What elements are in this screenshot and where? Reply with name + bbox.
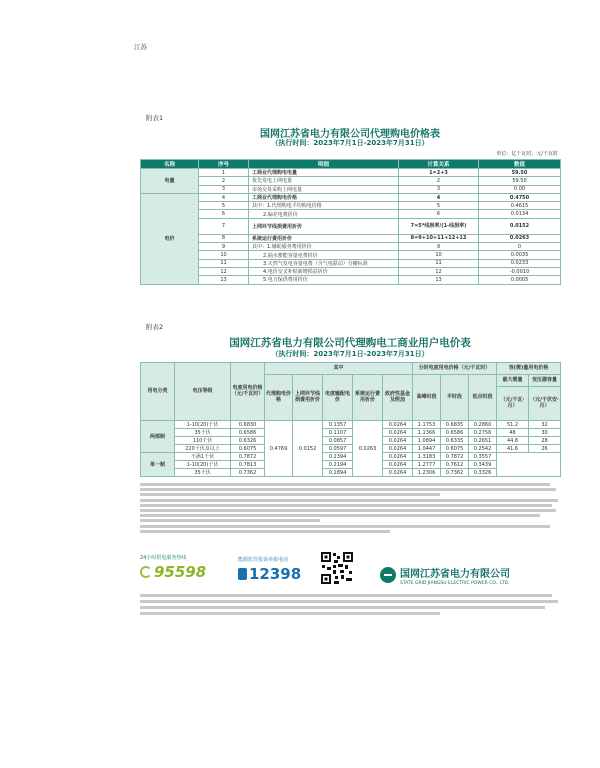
cell-calc: 11: [399, 259, 479, 267]
cell-trans: 0.0597: [323, 445, 353, 453]
table1: [140, 159, 561, 285]
cell-fund: 0.0264: [383, 461, 413, 469]
hotline-number: 95598: [154, 563, 207, 581]
cell-level: 220千伏及以上: [175, 445, 231, 453]
cell-no: 6: [199, 210, 249, 218]
cell-calc: 8=9+10+11+12+13: [399, 234, 479, 242]
table1-period: （执行时间：2023年7月1日-2023年7月31日）: [271, 139, 429, 147]
header-maxdemand: 最大需量: [497, 375, 529, 387]
cell-valley: 0.2860: [469, 421, 497, 429]
cell-level: 不满1千伏: [175, 453, 231, 461]
header-level: 电压等级: [175, 363, 231, 421]
cell-no: 5: [199, 202, 249, 210]
cell-trans: 0.2394: [323, 453, 353, 461]
cell-level: 35千伏: [175, 429, 231, 437]
table1-attachment-label: 附表1: [146, 114, 164, 122]
cell-peak: 1.0447: [413, 445, 441, 453]
merged-sys-cell: 0.0263: [353, 421, 383, 477]
cell-flat: 0.6586: [441, 429, 469, 437]
cell-value: 0.0152: [479, 218, 561, 234]
cell-price: 0.6586: [231, 429, 265, 437]
cell-level: 1-10(20)千伏: [175, 421, 231, 429]
header-flat: 平时段: [441, 375, 469, 421]
cell-name: 其中：1.代理购电平均购电价格: [249, 202, 399, 210]
table-row: [141, 177, 561, 185]
table1-header-cell: 数值: [479, 160, 561, 169]
cell-price: 0.7813: [231, 461, 265, 469]
state-grid-logo-icon: [380, 567, 396, 583]
cell-no: 8: [199, 234, 249, 242]
cell-transformer: 28: [529, 437, 561, 445]
table1-header-cell: 序号: [199, 160, 249, 169]
cell-fund: 0.0264: [383, 453, 413, 461]
cell-price: 0.6075: [231, 445, 265, 453]
cell-valley: 0.2651: [469, 437, 497, 445]
company-name-en: STATE GRID JIANGSU ELECTRIC POWER CO., LTD.: [400, 580, 510, 586]
cell-name: 其中：1.辅助服务费用折价: [249, 243, 399, 251]
cell-transformer: 30: [529, 429, 561, 437]
cell-trans: 0.2194: [323, 461, 353, 469]
cell-value: 0.0005: [479, 276, 561, 284]
table2-period: （执行时间：2023年7月1日-2023年7月31日）: [271, 350, 429, 358]
header-trans: 电度输配电价: [323, 375, 353, 421]
cell-value: 0.00: [479, 185, 561, 193]
company-logo: [380, 562, 560, 588]
cell-flat: 0.6835: [441, 421, 469, 429]
cell-no: 10: [199, 251, 249, 259]
table-row: [141, 453, 561, 461]
cell-value: -0.0010: [479, 267, 561, 275]
cell-value: 59.50: [479, 177, 561, 185]
cell-valley: 0.3439: [469, 461, 497, 469]
table-row: [141, 267, 561, 275]
cell-calc: 4: [399, 193, 479, 201]
report-number: 12398: [249, 565, 302, 583]
cell-value: 0.0263: [479, 234, 561, 242]
cell-name: 系统运行费用折价: [249, 234, 399, 242]
header-loss: 上网环节线损费用折价: [293, 375, 323, 421]
report-badge: [238, 558, 318, 582]
header-capacity: 容(需)量用电价格: [497, 363, 561, 375]
cell-calc: 5: [399, 202, 479, 210]
header-fund: 政府性基金及附加: [383, 375, 413, 421]
cell-name: 工商业代理购电电量: [249, 169, 399, 177]
cell-no: 11: [199, 259, 249, 267]
table1-header-cell: 计算关系: [399, 160, 479, 169]
table-row: [141, 202, 561, 210]
cell-calc: 9: [399, 243, 479, 251]
hotline-badge: [140, 556, 220, 582]
table2-header-row: [141, 363, 561, 375]
cell-calc: 3: [399, 185, 479, 193]
company-name: 国网江苏省电力有限公司: [400, 568, 510, 580]
cell-calc: 13: [399, 276, 479, 284]
table-row: [141, 429, 561, 437]
cell-fund: 0.0264: [383, 469, 413, 477]
group-cell: 单一制: [141, 453, 175, 477]
cell-level: 1-10(20)千伏: [175, 461, 231, 469]
cell-name: 2.抽水蓄能容量电费折价: [249, 251, 399, 259]
cell-price: 0.6830: [231, 421, 265, 429]
cell-valley: 0.3557: [469, 453, 497, 461]
cell-price: 0.7362: [231, 469, 265, 477]
category-cell: 电量: [141, 169, 199, 194]
cell-price: 0.6326: [231, 437, 265, 445]
category-cell: 电价: [141, 193, 199, 284]
table-row: [141, 243, 561, 251]
cell-value: 0.0035: [479, 251, 561, 259]
merged-loss-cell: 0.0152: [293, 421, 323, 477]
cell-no: 2: [199, 177, 249, 185]
table-row: [141, 218, 561, 234]
cell-value: 59.50: [479, 169, 561, 177]
footnotes-block: [140, 483, 560, 535]
report-caption: 能源监管投诉举报电话: [238, 557, 289, 563]
header-peak: 高峰时段: [413, 375, 441, 421]
table2-attachment-label: 附表2: [146, 323, 164, 331]
table1-title: 国网江苏省电力有限公司代理购电价格表: [260, 129, 440, 140]
cell-level: 110千伏: [175, 437, 231, 445]
table2: [140, 362, 561, 477]
cell-no: 1: [199, 169, 249, 177]
cell-valley: 0.2756: [469, 429, 497, 437]
cell-no: 13: [199, 276, 249, 284]
corner-label: 江苏: [134, 43, 147, 51]
table-row: [141, 169, 561, 177]
cell-transformer: 32: [529, 421, 561, 429]
cell-name: 2.偏差电费折价: [249, 210, 399, 218]
table-row: [141, 210, 561, 218]
cell-calc: 1=2+3: [399, 169, 479, 177]
cell-fund: 0.0264: [383, 429, 413, 437]
cell-peak: 1.2306: [413, 469, 441, 477]
cell-flat: 0.6075: [441, 445, 469, 453]
cell-valley: 0.2542: [469, 445, 497, 453]
cell-name: 上网环节线损费用折价: [249, 218, 399, 234]
header-price: 电度用电价格（元/千瓦时）: [231, 363, 265, 421]
table1-header-cell: 名称: [141, 160, 199, 169]
cell-transformer: 26: [529, 445, 561, 453]
cell-trans: 0.1107: [323, 429, 353, 437]
header-proxy: 代理购电价格: [265, 375, 293, 421]
cell-peak: 1.2777: [413, 461, 441, 469]
merged-proxy-cell: 0.4769: [265, 421, 293, 477]
cell-value: 0.4750: [479, 193, 561, 201]
cell-price: 0.7872: [231, 453, 265, 461]
cell-maxdemand: 48: [497, 429, 529, 437]
cell-name: 4.电价交叉补贴新增损益折价: [249, 267, 399, 275]
header-of-which: 其中: [265, 363, 413, 375]
header-sys: 系统运行费用折价: [353, 375, 383, 421]
header-category: 用电分类: [141, 363, 175, 421]
hotline-swoosh-icon: [140, 566, 152, 578]
cell-no: 7: [199, 218, 249, 234]
table-row: [141, 234, 561, 242]
cell-level: 35千伏: [175, 469, 231, 477]
table-row: [141, 185, 561, 193]
table-row: [141, 259, 561, 267]
header-maxdemand-unit: （元/千瓦·月）: [497, 387, 529, 421]
group-cell: 两部制: [141, 421, 175, 453]
cell-calc: 2: [399, 177, 479, 185]
cell-value: 0.0233: [479, 259, 561, 267]
table1-header-cell: 明细: [249, 160, 399, 169]
cell-calc: 7=5*线损率/(1-线损率): [399, 218, 479, 234]
cell-trans: 0.1357: [323, 421, 353, 429]
table-row: [141, 421, 561, 429]
table-row: [141, 193, 561, 201]
header-transformer-unit: （元/千伏安·月）: [529, 387, 561, 421]
cell-trans: 0.0857: [323, 437, 353, 445]
table-row: [141, 276, 561, 284]
cell-peak: 1.1366: [413, 429, 441, 437]
header-transformer: 变压器容量: [529, 375, 561, 387]
cell-no: 12: [199, 267, 249, 275]
table-row: [141, 437, 561, 445]
cell-trans: 0.1894: [323, 469, 353, 477]
cell-no: 9: [199, 243, 249, 251]
cell-calc: 6: [399, 210, 479, 218]
cell-name: 市场交易采购上网电量: [249, 185, 399, 193]
cell-peak: 1.1753: [413, 421, 441, 429]
cell-flat: 0.7612: [441, 461, 469, 469]
cell-flat: 0.7872: [441, 453, 469, 461]
cell-flat: 0.7362: [441, 469, 469, 477]
cell-calc: 12: [399, 267, 479, 275]
empty-capacity-cell: [497, 453, 561, 477]
cell-no: 4: [199, 193, 249, 201]
header-valley: 低谷时段: [469, 375, 497, 421]
cell-name: 优先发电上网电量: [249, 177, 399, 185]
table1-header-row: [141, 160, 561, 169]
cell-name: 5.电力保供费用折价: [249, 276, 399, 284]
cell-value: 0.4615: [479, 202, 561, 210]
phone-icon: [238, 568, 247, 580]
cell-value: 0.0134: [479, 210, 561, 218]
cell-maxdemand: 44.8: [497, 437, 529, 445]
table1-unit: 单位：亿千瓦时，元/千瓦时: [496, 151, 558, 157]
cell-name: 工商业代理购电价格: [249, 193, 399, 201]
hotline-caption: 24小时供电服务热线: [140, 555, 187, 561]
cell-name: 3.天然气发电容量电费（含气电联动）分摊标准: [249, 259, 399, 267]
cell-flat: 0.6335: [441, 437, 469, 445]
cell-fund: 0.0264: [383, 421, 413, 429]
cell-fund: 0.0264: [383, 445, 413, 453]
cell-peak: 1.0894: [413, 437, 441, 445]
header-tou: 分时电度用电价格（元/千瓦时）: [413, 363, 497, 375]
cell-maxdemand: 41.6: [497, 445, 529, 453]
cell-valley: 0.3326: [469, 469, 497, 477]
bottom-notes-block: [140, 594, 560, 624]
table2-title: 国网江苏省电力有限公司代理购电工商业用户电价表: [229, 337, 471, 349]
cell-calc: 10: [399, 251, 479, 259]
table-row: [141, 445, 561, 453]
cell-fund: 0.0264: [383, 437, 413, 445]
qr-code-icon: [320, 551, 354, 585]
table-row: [141, 251, 561, 259]
cell-no: 3: [199, 185, 249, 193]
cell-value: 0: [479, 243, 561, 251]
cell-peak: 1.3183: [413, 453, 441, 461]
cell-maxdemand: 51.2: [497, 421, 529, 429]
